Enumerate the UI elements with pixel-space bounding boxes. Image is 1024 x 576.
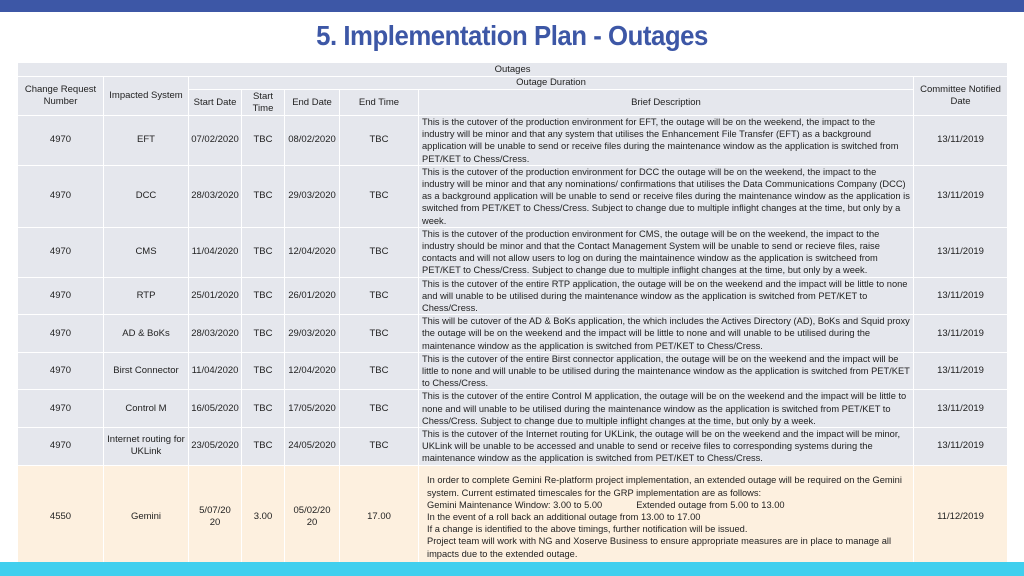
cell-end-time: TBC bbox=[340, 165, 419, 227]
cell-cr: 4970 bbox=[18, 165, 104, 227]
cell-committee: 13/11/2019 bbox=[914, 116, 1008, 166]
cell-system: AD & BoKs bbox=[104, 315, 189, 353]
cell-system: EFT bbox=[104, 116, 189, 166]
cell-description: This is the cutover of the production environment for CMS, the outage will be on the weekend, the impact to the industry should be minor and that the Contact Management System will be unable to send or recieve files, raise contacts and will not allow users to log on during the maintainence window as the application is switcheed from PET/KET to Chess/Cress. Subject to change due to multiple inflight changes at the time, but only by a week. bbox=[419, 227, 914, 277]
cell-start-date: 23/05/2020 bbox=[189, 428, 242, 466]
bottom-banner bbox=[0, 562, 1024, 576]
cell-description: This is the cutover of the entire Control M application, the outage will be on the weekend and the impact will be little to none and will unable to be utilised during the maintenance window as the application is switched from PET/KET to Chess/Cress. Subject to change due to multiple inflight changes at the time, but only by a week. bbox=[419, 390, 914, 428]
cell-cr: 4970 bbox=[18, 116, 104, 166]
cell-start-time: TBC bbox=[242, 227, 285, 277]
cell-system: RTP bbox=[104, 277, 189, 315]
cell-description: This is the cutover of the entire Birst connector application, the outage will be on the weekend and the impact will be little to none and will unable to be utilised during the maintenance window as the application is switched from PET/KET to Chess/Cress. bbox=[419, 352, 914, 390]
cell-end-date: 24/05/2020 bbox=[285, 428, 340, 466]
cell-start-time: TBC bbox=[242, 428, 285, 466]
cell-end-date: 29/03/2020 bbox=[285, 165, 340, 227]
cell-cr: 4970 bbox=[18, 352, 104, 390]
cell-end-date: 26/01/2020 bbox=[285, 277, 340, 315]
cell-start-date: 11/04/2020 bbox=[189, 352, 242, 390]
description-line: Gemini Maintenance Window: 3.00 to 5.00 bbox=[427, 499, 603, 510]
cell-end-time: TBC bbox=[340, 428, 419, 466]
cell-start-date: 07/02/2020 bbox=[189, 116, 242, 166]
cell-start-time: TBC bbox=[242, 277, 285, 315]
table-row-gemini bbox=[18, 465, 1008, 569]
cell-end-time: TBC bbox=[340, 315, 419, 353]
cell-end-time: TBC bbox=[340, 352, 419, 390]
cell-end-time: TBC bbox=[340, 277, 419, 315]
cell-end-time: 17.00 bbox=[340, 465, 419, 569]
cell-system: Control M bbox=[104, 390, 189, 428]
table-row bbox=[18, 352, 1008, 390]
cell-description bbox=[419, 465, 914, 569]
description-line: Extended outage from 5.00 to 13.00 bbox=[636, 499, 785, 510]
table-row bbox=[18, 390, 1008, 428]
cell-description: This is the cutover of the production environment for EFT, the outage will be on the weekend, the impact to the industry will be minor and that any system that utilises the Enhancement File Transfer (EFT) as a background application will be unable to send or receive files during the maintenance window as the application is switched from PET/KET to Chess/Cress. bbox=[419, 116, 914, 166]
cell-start-date: 28/03/2020 bbox=[189, 165, 242, 227]
cell-committee: 11/12/2019 bbox=[914, 465, 1008, 569]
outages-table bbox=[17, 62, 1008, 570]
cell-start-date: 16/05/2020 bbox=[189, 390, 242, 428]
cell-start-time: TBC bbox=[242, 165, 285, 227]
cell-end-date: 17/05/2020 bbox=[285, 390, 340, 428]
table-caption: Outages bbox=[18, 63, 1008, 77]
header-end-time: End Time bbox=[340, 90, 419, 116]
table-row bbox=[18, 277, 1008, 315]
description-line: In the event of a roll back an additional outage from 13.00 to 17.00 bbox=[427, 512, 701, 523]
cell-cr: 4970 bbox=[18, 390, 104, 428]
header-end-date: End Date bbox=[285, 90, 340, 116]
cell-start-date: 5/07/2020 bbox=[189, 465, 242, 569]
cell-end-date: 05/02/2020 bbox=[285, 465, 340, 569]
cell-cr: 4970 bbox=[18, 227, 104, 277]
cell-start-time: TBC bbox=[242, 116, 285, 166]
cell-end-date: 12/04/2020 bbox=[285, 352, 340, 390]
header-impacted-system: Impacted System bbox=[104, 77, 189, 116]
header-change-request: Change Request Number bbox=[18, 77, 104, 116]
cell-end-date: 12/04/2020 bbox=[285, 227, 340, 277]
table-row bbox=[18, 165, 1008, 227]
cell-committee: 13/11/2019 bbox=[914, 390, 1008, 428]
description-line: If a change is identified to the above timings, further notification will be issued. bbox=[427, 524, 748, 535]
cell-start-time: TBC bbox=[242, 390, 285, 428]
cell-system: DCC bbox=[104, 165, 189, 227]
cell-system: Internet routing for UKLink bbox=[104, 428, 189, 466]
description-line: Project team will work with NG and Xoserve Business to ensure appropriate measures are in place to manage all impacts due to the extended outage. bbox=[427, 536, 892, 559]
page-title: 5. Implementation Plan - Outages bbox=[316, 20, 708, 51]
cell-committee: 13/11/2019 bbox=[914, 227, 1008, 277]
table-row bbox=[18, 227, 1008, 277]
table-row bbox=[18, 116, 1008, 166]
cell-start-time: 3.00 bbox=[242, 465, 285, 569]
cell-cr: 4550 bbox=[18, 465, 104, 569]
cell-description: This is the cutover of the entire RTP application, the outage will be on the weekend and the impact will be little to none and will unable to be utilised during the maintenance window as the application is switched from PET/KET to Chess/Cress. bbox=[419, 277, 914, 315]
cell-start-time: TBC bbox=[242, 315, 285, 353]
cell-start-time: TBC bbox=[242, 352, 285, 390]
header-start-date: Start Date bbox=[189, 90, 242, 116]
cell-start-date: 11/04/2020 bbox=[189, 227, 242, 277]
cell-committee: 13/11/2019 bbox=[914, 277, 1008, 315]
cell-committee: 13/11/2019 bbox=[914, 165, 1008, 227]
cell-end-date: 08/02/2020 bbox=[285, 116, 340, 166]
cell-cr: 4970 bbox=[18, 277, 104, 315]
cell-committee: 13/11/2019 bbox=[914, 352, 1008, 390]
cell-description: This is the cutover of the production environment for DCC the outage will be on the weekend, the impact to the industry will be minor and that any nominations/ confirmations that utilises the Data Communications Company (DCC) as a background application will be unable to send or receive files during the maintenance window as the application is switched from PET/KET to Chess/Cress. Subject to change due to multiple inflight changes at the time, but only by a week. bbox=[419, 165, 914, 227]
description-line: In order to complete Gemini Re-platform project implementation, an extended outage will be required on the Gemini system. Current estimated timescales for the GRP implementation are as follows: bbox=[427, 475, 902, 498]
cell-end-time: TBC bbox=[340, 116, 419, 166]
cell-committee: 13/11/2019 bbox=[914, 428, 1008, 466]
cell-committee: 13/11/2019 bbox=[914, 315, 1008, 353]
cell-start-date: 28/03/2020 bbox=[189, 315, 242, 353]
header-committee-notified: Committee Notified Date bbox=[914, 77, 1008, 116]
top-banner bbox=[0, 0, 1024, 12]
cell-description: This will be cutover of the AD & BoKs application, the which includes the Actives Directory (AD), BoKs and Squid proxy the outage will be on the weekend and the impact will be little to none and will unable to be utilised during the maintenance window as the application is switched from PET/KET to Chess/Cress. bbox=[419, 315, 914, 353]
header-outage-duration: Outage Duration bbox=[189, 77, 914, 90]
cell-description: This is the cutover of the Internet routing for UKLink, the outage will be on the weekend and the impact will be minor, UKLink will be unable to be accessed and unable to send or receive files to corresponding systems during the maintenance window as the application is switched from PET/KET to Chess/Cress. bbox=[419, 428, 914, 466]
cell-start-date: 25/01/2020 bbox=[189, 277, 242, 315]
table-row bbox=[18, 428, 1008, 466]
cell-end-date: 29/03/2020 bbox=[285, 315, 340, 353]
cell-end-time: TBC bbox=[340, 227, 419, 277]
cell-system: CMS bbox=[104, 227, 189, 277]
table-row bbox=[18, 315, 1008, 353]
cell-end-time: TBC bbox=[340, 390, 419, 428]
header-start-time: Start Time bbox=[242, 90, 285, 116]
cell-system: Gemini bbox=[104, 465, 189, 569]
cell-cr: 4970 bbox=[18, 315, 104, 353]
header-description: Brief Description bbox=[419, 90, 914, 116]
cell-cr: 4970 bbox=[18, 428, 104, 466]
cell-system: Birst Connector bbox=[104, 352, 189, 390]
